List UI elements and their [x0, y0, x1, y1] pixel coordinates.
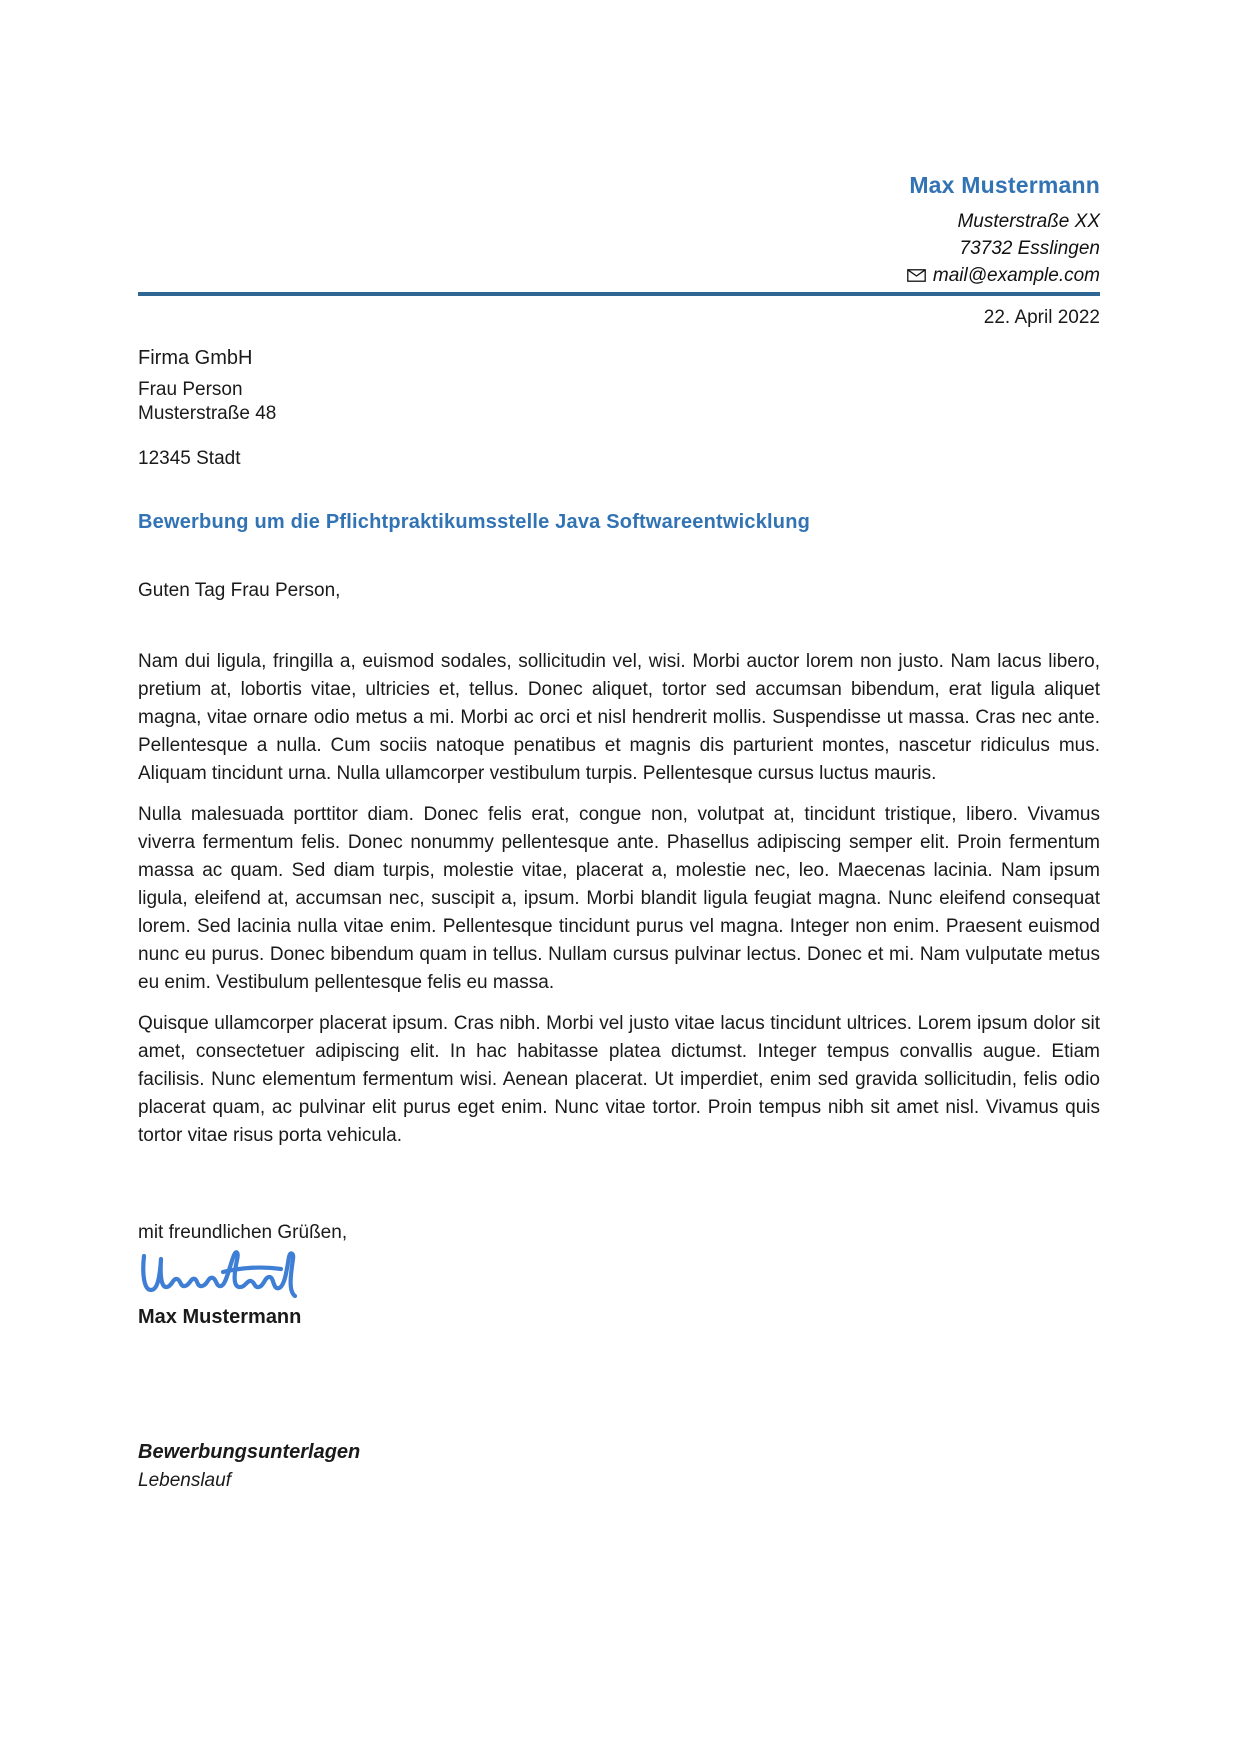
letter-date: 22. April 2022 [983, 307, 1100, 328]
recipient-city: 12345 Stadt [138, 448, 241, 469]
recipient-company: Firma GmbH [138, 347, 253, 369]
attachments-item: Lebenslauf [138, 1470, 231, 1491]
sender-name: Max Mustermann [909, 172, 1100, 198]
subject-line: Bewerbung um die Pflichtpraktikumsstelle Java Softwareentwicklung [138, 511, 811, 533]
letter-body [138, 648, 1100, 1163]
sender-city: 73732 Esslingen [959, 238, 1100, 259]
signature-image [135, 1246, 307, 1302]
sender-street: Musterstraße XX [957, 211, 1100, 232]
recipient-contact: Frau Person [138, 379, 243, 400]
header-rule [138, 292, 1100, 296]
attachments-title: Bewerbungsunterlagen [138, 1441, 361, 1463]
recipient-street: Musterstraße 48 [138, 403, 277, 424]
closing-name: Max Mustermann [138, 1306, 302, 1328]
closing-salute: mit freundlichen Grüßen, [138, 1222, 348, 1243]
recipient-block [138, 346, 276, 471]
body-paragraph: Nam dui ligula, fringilla a, euismod sodales, sollicitudin vel, wisi. Morbi auctor lorem non justo. Nam lacus libero, pretium at, lobortis vitae, ultricies et, tellus. Donec aliquet, tortor sed accumsan bibendum, erat ligula aliquet magna, vitae ornare odio metus a mi. Morbi ac orci et nisl hendrerit mollis. Suspendisse ut massa. Cras nec ante. Pellentesque a nulla. Cum sociis natoque penatibus et magnis dis parturient montes, nascetur ridiculus mus. Aliquam tincidunt urna. Nulla ullamcorper vestibulum turpis. Pellentesque cursus luctus mauris. [138, 651, 1100, 784]
body-paragraph: Nulla malesuada porttitor diam. Donec felis erat, congue non, volutpat at, tincidunt tristique, libero. Vivamus viverra fermentum felis. Donec nonummy pellentesque ante. Phasellus adipiscing semper elit. Proin fermentum massa ac quam. Sed diam turpis, molestie vitae, placerat a, molestie nec, leo. Maecenas lacinia. Nam ipsum ligula, eleifend at, accumsan nec, suscipit a, ipsum. Morbi blandit ligula feugiat magna. Nunc eleifend consequat lorem. Sed lacinia nulla vitae enim. Pellentesque tincidunt purus vel magna. Integer non enim. Praesent euismod nunc eu purus. Donec bibendum quam in tellus. Nullam cursus pulvinar lectus. Donec et mi. Nam vulputate metus eu enim. Vestibulum pellentesque felis eu massa. [138, 804, 1100, 993]
sender-email: mail@example.com [932, 265, 1100, 286]
sender-email-line [907, 262, 1100, 290]
body-paragraph: Quisque ullamcorper placerat ipsum. Cras nibh. Morbi vel justo vitae lacus tincidunt ultrices. Lorem ipsum dolor sit amet, consectetuer adipiscing elit. In hac habitasse platea dictumst. Integer tempus convallis augue. Etiam facilisis. Nunc elementum fermentum wisi. Aenean placerat. Ut imperdiet, enim sed gravida sollicitudin, felis odio placerat quam, ac pulvinar elit purus eget enim. Nunc vitae tortor. Proin tempus nibh sit amet nisl. Vivamus quis tortor vitae risus porta vehicula. [138, 1013, 1100, 1146]
greeting: Guten Tag Frau Person, [138, 580, 341, 601]
envelope-icon [907, 263, 926, 290]
sender-block [907, 172, 1100, 290]
